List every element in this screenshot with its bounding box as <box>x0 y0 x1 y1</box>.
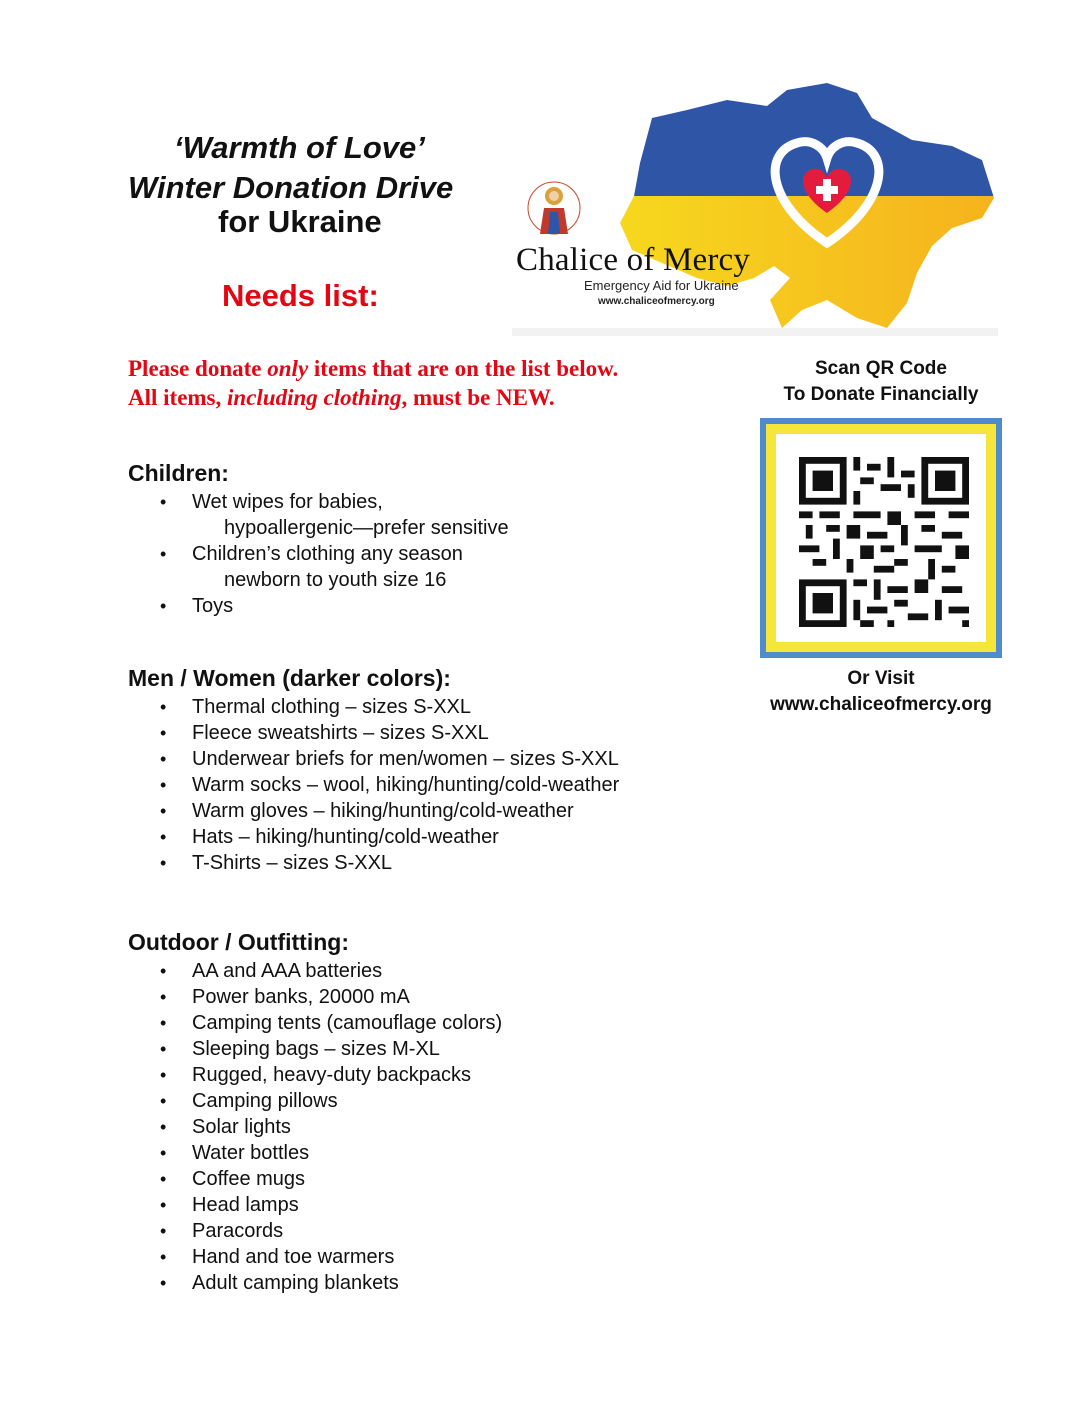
notice-line-1-pre: Please donate <box>128 356 268 381</box>
list-item: • Hand and toe warmers <box>128 1244 502 1270</box>
title-line-2: Winter Donation Drive <box>128 170 454 205</box>
outdoor-heading: Outdoor / Outfitting: <box>128 929 349 955</box>
outdoor-list <box>128 958 502 1296</box>
title-line-1: ‘Warmth of Love’ <box>174 130 425 165</box>
qr-code-frame[interactable] <box>760 418 1002 658</box>
list-item: • Thermal clothing – sizes S-XXL <box>128 694 619 720</box>
list-item: • Camping pillows <box>128 1088 502 1114</box>
qr-code-icon <box>799 457 969 627</box>
needs-list-label: Needs list: <box>222 278 379 313</box>
list-item <box>128 541 509 593</box>
list-item <box>128 593 509 619</box>
list-item: • Camping tents (camouflage colors) <box>128 1010 502 1036</box>
list-item-text: Children’s clothing any season <box>192 543 463 565</box>
notice-line-1-post: items that are on the list below. <box>308 356 619 381</box>
list-item-subtext: newborn to youth size 16 <box>224 569 447 591</box>
list-item: • Paracords <box>128 1218 502 1244</box>
saint-icon <box>526 178 582 244</box>
logo-url: www.chaliceofmercy.org <box>598 296 715 307</box>
list-item: • Warm socks – wool, hiking/hunting/cold-weather <box>128 772 619 798</box>
list-item: • Coffee mugs <box>128 1166 502 1192</box>
list-item: • Adult camping blankets <box>128 1270 502 1296</box>
children-heading: Children: <box>128 460 229 486</box>
list-item: • Warm gloves – hiking/hunting/cold-weather <box>128 798 619 824</box>
list-item: • Hats – hiking/hunting/cold-weather <box>128 824 619 850</box>
list-item-text: Wet wipes for babies, <box>192 491 383 513</box>
notice-line-2-em: including clothing <box>227 385 402 410</box>
visit-text <box>742 666 1020 718</box>
adults-heading: Men / Women (darker colors): <box>128 665 451 691</box>
title-line-3: for Ukraine <box>218 204 382 239</box>
notice-line-2-pre: All items, <box>128 385 228 410</box>
list-item: • Rugged, heavy-duty backpacks <box>128 1062 502 1088</box>
logo-name: Chalice of Mercy <box>516 242 751 278</box>
list-item: • Fleece sweatshirts – sizes S-XXL <box>128 720 619 746</box>
list-item: • Power banks, 20000 mA <box>128 984 502 1010</box>
list-item: • Underwear briefs for men/women – sizes S-XXL <box>128 746 619 772</box>
logo-tagline: Emergency Aid for Ukraine <box>584 278 739 293</box>
qr-code <box>776 434 986 642</box>
notice-line-1-em: only <box>267 356 309 381</box>
list-item: • Water bottles <box>128 1140 502 1166</box>
visit-line-1: Or Visit <box>847 668 915 689</box>
qr-border <box>766 424 996 652</box>
notice-line-2 <box>128 383 555 412</box>
scan-line-1: Scan QR Code <box>815 358 947 379</box>
list-item: • AA and AAA batteries <box>128 958 502 984</box>
list-item <box>128 489 509 541</box>
children-list <box>128 489 509 619</box>
scan-line-2: To Donate Financially <box>783 384 979 405</box>
list-item: • Solar lights <box>128 1114 502 1140</box>
list-item: • Sleeping bags – sizes M-XL <box>128 1036 502 1062</box>
chalice-of-mercy-logo <box>512 78 998 336</box>
list-item: • Head lamps <box>128 1192 502 1218</box>
notice-line-2-post: , must be NEW. <box>401 385 555 410</box>
scan-qr-text <box>760 356 1002 408</box>
adults-list <box>128 694 619 876</box>
visit-url-link[interactable]: www.chaliceofmercy.org <box>770 694 992 715</box>
list-item-text: Toys <box>192 595 234 617</box>
ukraine-map-icon <box>512 78 998 336</box>
list-item: • T-Shirts – sizes S-XXL <box>128 850 619 876</box>
notice-line-1 <box>128 354 618 383</box>
list-item-subtext: hypoallergenic—prefer sensitive <box>224 517 509 539</box>
